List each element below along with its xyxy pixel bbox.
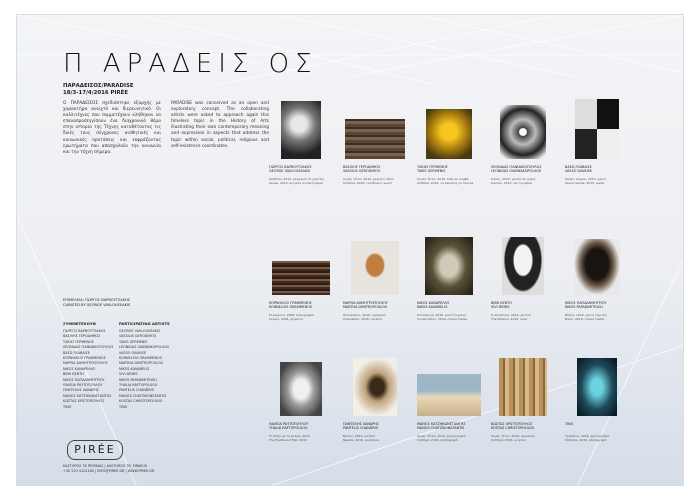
participant-name: GEORGE VAVLOUSSAKIS bbox=[119, 329, 161, 333]
artwork-caption bbox=[343, 422, 379, 431]
participant-name: ΠΑΝΤΕΛΗΣ ΧΑΝΔΡΗΣ bbox=[63, 388, 99, 393]
artwork-caption bbox=[417, 165, 448, 174]
artwork-image bbox=[351, 241, 399, 295]
artwork-details-greek: Κήπος, 2015, μελάνι σε χαρτί bbox=[491, 177, 536, 181]
artwork-caption bbox=[491, 422, 534, 431]
artwork-details-greek: Βελόνι, 2016, γλυπτό bbox=[343, 434, 376, 438]
curator-credits bbox=[63, 298, 183, 308]
artwork-caption bbox=[269, 422, 308, 431]
artwork-details-greek: Η αποστολή, 2016, ρητίνη bbox=[491, 313, 531, 317]
participant-name: MARTHA DIMITROPOULOU bbox=[119, 361, 164, 366]
artwork-caption bbox=[565, 422, 573, 426]
intro-text-english: PARADISE was conceived as an open and exploratory concept. The collaborating artists were asked to approach again this timeless topic in the History of Arts illustrating their own contemporary meaning and expression in aspects that address the topic within social, political, religious and self-existence coordinates. bbox=[171, 101, 269, 149]
artist-name-english: NIKOS KANARELIS bbox=[417, 305, 448, 310]
artist-name-greek: ΠΑΝΤΕΛΗΣ ΧΑΝΔΡΗΣ bbox=[343, 422, 379, 426]
artwork-details-english: The Feathered Fish, 2015 bbox=[269, 438, 307, 442]
artist-name-english: KOSTAS CHRISTOPOULOS bbox=[491, 426, 535, 431]
participant-name: ΝΙΚΟΣ ΚΑΝΑΡΕΛΗΣ bbox=[63, 366, 96, 371]
artwork-details-english: Untitled, 2016, acrylics bbox=[491, 438, 526, 442]
participant-name: ΜΑΡΘΑ ΔΗΜΗΤΡΟΠΟΥΛΟΥ bbox=[63, 361, 108, 366]
exhibition-subtitle bbox=[63, 83, 134, 97]
gallery-contact: +30 210 4122180 | INFO@PIREE.GR | WWW.PIREE.GR bbox=[63, 468, 155, 473]
participant-name: ΝΙΚΟΣ ΠΑΠΑΔΗΜΗΤΡΙΟΥ bbox=[63, 377, 105, 382]
artwork-caption bbox=[343, 165, 380, 174]
artwork-details-english: Pinholes, 2016, photograph bbox=[565, 438, 607, 442]
artist-name-greek: ΝΙΚΟΣ ΠΑΠΑΔΗΜΗΤΡΙΟΥ bbox=[565, 301, 607, 305]
participant-name: ΜΑΝΟΣ ΧΑΤΖΗΚΩΝΣΤΑΝΤΗΣ bbox=[63, 393, 112, 398]
participant-name: TINO bbox=[119, 404, 128, 409]
artwork-details-english: Layers, 2008, plywood bbox=[269, 317, 303, 321]
artist-name-greek: ΓΙΩΡΓΟΣ ΒΑΡΒΟΥΤΣΑΚΗΣ bbox=[269, 165, 312, 169]
exhibition-logo: Π ΑΡΑΔΕΙΣ ΟΣ bbox=[63, 49, 318, 79]
participant-name: ΤΑΚΗΣ ΓΕΡΜΕΝΗΣ bbox=[63, 339, 94, 344]
artist-name-english: KORNELIOS GRAMMENOS bbox=[269, 305, 313, 310]
participant-name: PANTELIS CHANDRIS bbox=[119, 388, 154, 393]
gallery-street: ΚΑΣΤΟΡΟΣ 78 ΠΕΙΡΑΙΑΣ | KASTOROS 78, PIRAEUS bbox=[63, 464, 148, 468]
participant-name: ΚΩΣΤΑΣ ΧΡΙΣΤΟΠΟΥΛΟΣ bbox=[63, 399, 105, 404]
participant-name: VIVI DEMIS bbox=[119, 372, 138, 377]
artwork-details-greek: Βίσων, 2016, μικτή τεχνική bbox=[565, 313, 607, 317]
artwork-details-english: Sense, 2015, acrylics on hard paper bbox=[269, 181, 324, 185]
participants-title-greek: ΣΥΜΜΕΤΕΧΟΥΝ bbox=[63, 321, 96, 326]
artist-name-greek: ΚΟΡΝΗΛΙΟΣ ΓΡΑΜΜΕΝΟΣ bbox=[269, 301, 312, 305]
artwork-image bbox=[574, 239, 620, 295]
artwork-details-greek: Χωρίς Τίτλο, 2016, χαρτόνι, ξύλο bbox=[343, 177, 394, 181]
artwork-image bbox=[353, 358, 397, 416]
artwork-image bbox=[502, 237, 544, 295]
artwork-image bbox=[281, 101, 321, 159]
participant-name: ΒΑΣΙΛΗΣ ΓΕΡΟΔΗΜΟΣ bbox=[63, 334, 101, 339]
artwork-details-greek: Τρυπάκια, 2016, φωτογραφία bbox=[565, 434, 610, 438]
artwork-details bbox=[565, 177, 606, 185]
subtitle-dates: 18/3-17/4/2016 PIRÉE bbox=[63, 90, 129, 96]
participant-name: LEONIDAS GIANNAKOPOULOS bbox=[119, 345, 170, 350]
artist-name-greek: ΛΕΟΝΙΔΑΣ ΓΙΑΝΝΑΚΟΠΟΥΛΟΣ bbox=[491, 165, 542, 169]
artwork-details-english: Untitled, 2016, photograph bbox=[417, 438, 458, 442]
artwork-caption bbox=[343, 301, 388, 310]
artwork-details bbox=[343, 177, 394, 185]
exhibition-poster bbox=[16, 14, 684, 486]
artist-name-english: TAKIS GERMENIS bbox=[417, 169, 446, 174]
artwork-image bbox=[425, 237, 473, 295]
artwork-image bbox=[500, 105, 546, 159]
participant-name: ΓΙΩΡΓΟΣ ΒΑΡΒΟΥΤΣΑΚΗΣ bbox=[63, 329, 106, 333]
participant-name: TAKIS GERMENIS bbox=[119, 339, 148, 344]
artist-name-greek: ΚΩΣΤΑΣ ΧΡΙΣΤΟΠΟΥΛΟΣ bbox=[491, 422, 533, 426]
participants-list-greek bbox=[63, 329, 113, 410]
artist-name-english: VASSO GAVAISE bbox=[565, 169, 592, 174]
artist-name-english: NIKOS PAPADIMITRIOU bbox=[565, 305, 603, 310]
artwork-details-english: Garden, 2015, ink on paper bbox=[491, 181, 533, 185]
artwork-details-greek: Χωρίς Τίτλο, 2016, φωτογραφία bbox=[417, 434, 466, 438]
artist-name-english: TINO bbox=[565, 422, 574, 426]
artwork-details bbox=[269, 313, 314, 321]
artwork-details-greek: Το Ψάρι με τα φτερά, 2015 bbox=[269, 434, 310, 438]
artist-name-english: VASSILIS GERODIMOS bbox=[343, 169, 380, 174]
artist-name-greek: ΜΑΝΟΣ ΧΑΤΖΗΚΩΝΣΤΑΝΤΗΣ bbox=[417, 422, 466, 426]
artwork-details bbox=[269, 177, 324, 185]
artwork-details-english: Untitled, 2016, oil painting on canvas bbox=[417, 181, 474, 185]
artwork-details bbox=[417, 177, 473, 185]
artwork-details bbox=[417, 313, 467, 321]
artist-name-greek: ΒΑΣΙΛΗΣ ΓΕΡΟΔΗΜΟΣ bbox=[343, 165, 381, 169]
participant-name: ΒΙΒΗ ΚΕΝΤΗ bbox=[63, 372, 84, 377]
gallery-logo: PIRÉE bbox=[67, 440, 123, 460]
artwork-details-greek: Χωρίς Τίτλο, 2016, ακρυλικό bbox=[491, 434, 535, 438]
artwork-details-greek: Κατασκευή, 2016, μικτή τεχνική bbox=[417, 313, 466, 317]
artwork-details-english: Chandelier, 2016, ceramic bbox=[343, 317, 383, 321]
artwork-caption bbox=[491, 165, 541, 174]
participant-name: KORNELIOS GRAMMENOS bbox=[119, 356, 163, 361]
artwork-details-english: Space Spade, 2015, paper bbox=[565, 181, 605, 185]
artwork-details-greek: Χώρος Χώρου, 2015, χαρτί bbox=[565, 177, 606, 181]
artwork-caption bbox=[269, 301, 312, 310]
participants-title-english: PARTICIPATING ARTISTS bbox=[119, 321, 170, 326]
participant-name: NIKOS PAPADIMITRIOU bbox=[119, 377, 157, 382]
artwork-image bbox=[426, 109, 472, 159]
artwork-details bbox=[491, 177, 536, 185]
artist-name-english: VIVI DEMIS bbox=[491, 305, 510, 310]
artist-name-english: THALIA RAFTOPOULOU bbox=[269, 426, 308, 431]
artwork-details-english: Untitled, 2016, cardboard, wood bbox=[343, 181, 392, 185]
artwork-details bbox=[565, 434, 609, 442]
artwork-image bbox=[575, 99, 619, 159]
curator-greek: ΕΠΙΜΕΛΕΙΑ: ΓΙΩΡΓΟΣ ΒΑΡΒΟΥΤΣΑΚΗΣ bbox=[63, 298, 131, 302]
artwork-details-english: Bison, 2016, mixed media bbox=[565, 317, 605, 321]
artwork-details bbox=[343, 313, 386, 321]
artwork-details bbox=[343, 434, 379, 442]
artwork-image bbox=[280, 362, 322, 416]
artist-name-greek: ΘΑΛΕΙΑ ΡΑΥΤΟΠΟΥΛΟΥ bbox=[269, 422, 309, 426]
artwork-details-english: Construction, 2016, mixed media bbox=[417, 317, 468, 321]
artwork-details-greek: Στρώματα, 2008, ξυλογραφία bbox=[269, 313, 314, 317]
artist-name-greek: ΒΙΒΗ ΚΕΝΤΗ bbox=[491, 301, 512, 305]
artist-name-greek: ΜΑΡΘΑ ΔΗΜΗΤΡΟΠΟΥΛΟΥ bbox=[343, 301, 388, 305]
participant-name: ΒΑΣΩ ΓΚΑΒΑΙΣΕ bbox=[63, 350, 90, 355]
artwork-details bbox=[269, 434, 310, 442]
artwork-image bbox=[272, 261, 330, 295]
artist-name-english: MARTHA DIMITROPOULOU bbox=[343, 305, 388, 310]
artwork-caption bbox=[565, 301, 607, 310]
artwork-details bbox=[491, 313, 531, 321]
participant-name: NIKOS KANARELIS bbox=[119, 366, 150, 371]
artist-name-english: LEONIDAS GIANNAKOPOULOS bbox=[491, 169, 542, 174]
participant-name: THALIA RAFTOPOULOU bbox=[119, 383, 158, 388]
artist-name-english: PANTELIS CHANDRIS bbox=[343, 426, 378, 431]
artist-name-greek: ΒΑΣΩ ΓΚΑΒΑΙΣΕ bbox=[565, 165, 592, 169]
artwork-caption bbox=[417, 301, 449, 310]
artwork-image bbox=[577, 358, 617, 416]
artwork-image bbox=[345, 119, 405, 159]
artwork-image bbox=[417, 374, 481, 416]
artist-name-greek: ΤΑΚΗΣ ΓΕΡΜΕΝΗΣ bbox=[417, 165, 448, 169]
curator-english: CURATED BY GEORGE VAVLOUSSAKIS bbox=[63, 303, 131, 307]
artwork-details-greek: Πολυέλαιος, 2016, κεραμικό bbox=[343, 313, 386, 317]
artwork-caption bbox=[417, 422, 465, 431]
participant-name: ΤΙΝΟ bbox=[63, 404, 72, 409]
participants-list-english bbox=[119, 329, 169, 410]
participant-name: ΛΕΟΝΙΔΑΣ ΓΙΑΝΝΑΚΟΠΟΥΛΟΣ bbox=[63, 345, 114, 350]
participant-name: VASSILIS GERODIMOS bbox=[119, 334, 156, 339]
participant-name: ΚΟΡΝΗΛΙΟΣ ΓΡΑΜΜΕΝΟΣ bbox=[63, 356, 106, 361]
artwork-details-english: Needle, 2016, sculpture bbox=[343, 438, 379, 442]
artwork-image bbox=[499, 358, 547, 416]
participant-name: KOSTAS CHRISTOPOULOS bbox=[119, 399, 163, 404]
artist-name-greek: ΝΙΚΟΣ ΚΑΝΑΡΕΛΗΣ bbox=[417, 301, 450, 305]
subtitle-title: ΠΑΡΑΔΕΙΣΟΣ/PARADISE bbox=[63, 83, 134, 89]
artist-name-english: GEORGE VAVLOUSSAKIS bbox=[269, 169, 311, 174]
artwork-caption bbox=[269, 165, 312, 174]
artwork-details bbox=[565, 313, 607, 321]
artwork-details bbox=[491, 434, 535, 442]
participant-name: VASSO GAVAISE bbox=[119, 350, 146, 355]
gallery-address bbox=[63, 464, 154, 473]
artwork-details bbox=[417, 434, 466, 442]
artwork-caption bbox=[565, 165, 592, 174]
artwork-details-greek: Αίσθηση, 2015, ακρυλικό σε χαρτόνι bbox=[269, 177, 325, 181]
artwork-details-greek: Χωρίς Τίτλο, 2016, λάδι σε καμβά bbox=[417, 177, 469, 181]
participant-name: ΘΑΛΕΙΑ ΡΑΥΤΟΠΟΥΛΟΥ bbox=[63, 383, 103, 388]
artwork-details-english: The Mission, 2016, resin bbox=[491, 317, 528, 321]
artist-name-english: MANOS CHATZIKONSTANTIS bbox=[417, 426, 465, 431]
intro-text-greek: Ο ΠΑΡΑΔΕΙΣΟΣ σχεδιάστηκε εξαρχής με χαρακτήρα ανοιχτό και διερευνητικό. Οι καλλιτέχνες που συμμετέχουν κλήθηκαν να επαναπροσεγγίσουν ένα διαχρονικό θέμα στην ιστορία της Τέχνης καταθέτοντας τις δικές τους σύγχρονες αισθητικές και κοινωνικές προτάσεις και εκφράζοντας ερωτήματα που απασχολούν την κοινωνία και την τέχνη σήμερα. bbox=[63, 101, 161, 155]
participant-name: MANOS CHATZIKONSTANTIS bbox=[119, 393, 167, 398]
artwork-caption bbox=[491, 301, 512, 310]
